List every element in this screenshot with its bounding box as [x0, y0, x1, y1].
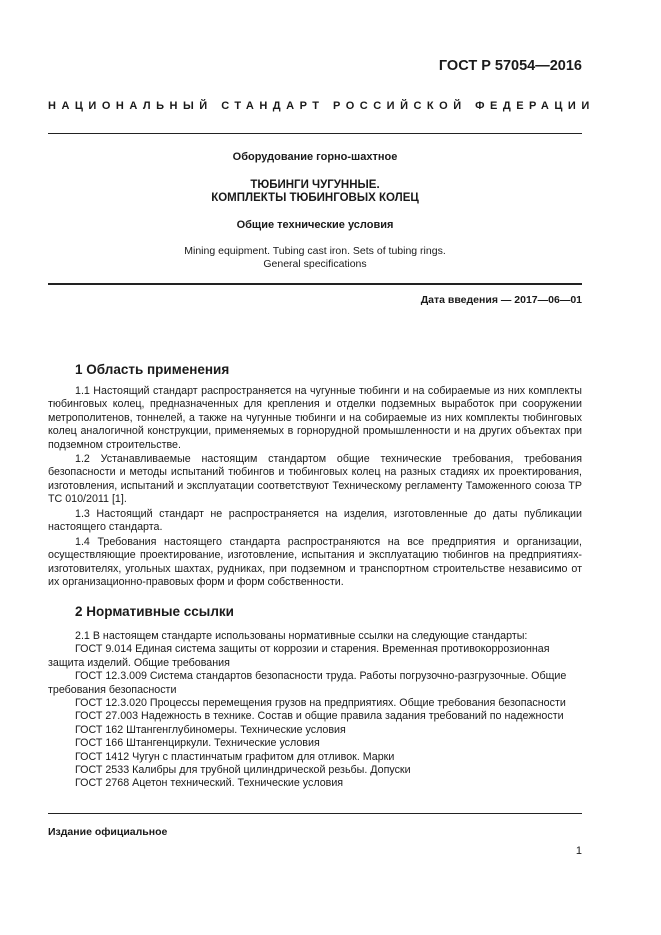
reference-item: ГОСТ 12.3.009 Система стандартов безопасности труда. Работы погрузочно-разгрузочные. Общие требования безопасности	[48, 670, 567, 696]
reference-item: ГОСТ 2768 Ацетон технический. Технические условия	[75, 777, 344, 790]
english-title-line2: General specifications	[263, 258, 367, 270]
paragraph-1-3: 1.3 Настоящий стандарт не распространяется на изделия, изготовленные до даты публикации настоящего стандарта.	[48, 508, 582, 534]
reference-item: ГОСТ 2533 Калибры для трубной цилиндрической резьбы. Допуски	[75, 764, 411, 777]
title-divider	[48, 283, 582, 285]
normative-references-list	[48, 630, 582, 791]
paragraph-1-2: 1.2 Устанавливаемые настоящим стандартом общие технические требования, требования безопасности и методы испытаний тюбингов и тюбинговых колец на разных стадиях их проектирования, изготовления, испытаний и эксплуатации соответствуют Техническому регламенту Таможенного союза ТР ТС 010/2011 [1].	[48, 453, 582, 506]
reference-item: ГОСТ 162 Штангенглубиномеры. Технические условия	[75, 723, 346, 736]
category-title: Оборудование горно-шахтное	[232, 151, 398, 163]
reference-item: ГОСТ 166 Штангенциркули. Технические условия	[75, 737, 320, 750]
introduction-date: Дата введения — 2017—06—01	[420, 294, 582, 306]
paragraph-1-1: 1.1 Настоящий стандарт распространяется на чугунные тюбинги и на собираемые из них комплекты тюбинговых колец, предназначенных для крепления и отделки подземных выработок при сооружении метрополитенов, тоннелей, а также на чугунные тюбинги и на собираемые из них комплекты тюбинговых колец аналогичной конструкции, применяемых в горнорудной промышленности и на других объектах при подземном строительстве.	[48, 385, 582, 451]
official-edition-label: Издание официальное	[48, 826, 168, 838]
reference-item: ГОСТ 9.014 Единая система защиты от коррозии и старения. Временная противокоррозионная защита изделий. Общие требования	[48, 643, 550, 669]
header-divider	[48, 133, 582, 134]
national-standard-heading: НАЦИОНАЛЬНЫЙ СТАНДАРТ РОССИЙСКОЙ ФЕДЕРАЦИИ	[48, 100, 595, 112]
main-title-line2: КОМПЛЕКТЫ ТЮБИНГОВЫХ КОЛЕЦ	[211, 192, 419, 204]
subtitle: Общие технические условия	[236, 219, 394, 231]
reference-item: ГОСТ 27.003 Надежность в технике. Состав и общие правила задания требований по надежности	[75, 710, 564, 723]
footer-divider	[48, 813, 582, 814]
page-number: 1	[575, 845, 582, 857]
reference-item: ГОСТ 12.3.020 Процессы перемещения грузов на предприятиях. Общие требования безопасности	[75, 697, 566, 710]
paragraph-1-4: 1.4 Требования настоящего стандарта распространяются на все предприятия и организации, осуществляющие проектирование, изготовление, испытания и эксплуатацию тюбингов на предприятиях-изготовителях, угольных шахтах, рудниках, при подземном и транспортном строительстве независимо от их организационно-правовых форм и форм собственности.	[48, 536, 582, 589]
reference-item: 2.1 В настоящем стандарте использованы нормативные ссылки на следующие стандарты:	[75, 630, 528, 642]
section-1-heading: 1 Область применения	[75, 362, 230, 377]
reference-item: ГОСТ 1412 Чугун с пластинчатым графитом для отливок. Марки	[75, 750, 395, 763]
section-2-heading: 2 Нормативные ссылки	[75, 604, 234, 619]
main-title-line1: ТЮБИНГИ ЧУГУННЫЕ.	[250, 179, 380, 191]
standard-number: ГОСТ Р 57054—2016	[438, 58, 582, 74]
english-title-line1: Mining equipment. Tubing cast iron. Sets of tubing rings.	[184, 245, 446, 257]
